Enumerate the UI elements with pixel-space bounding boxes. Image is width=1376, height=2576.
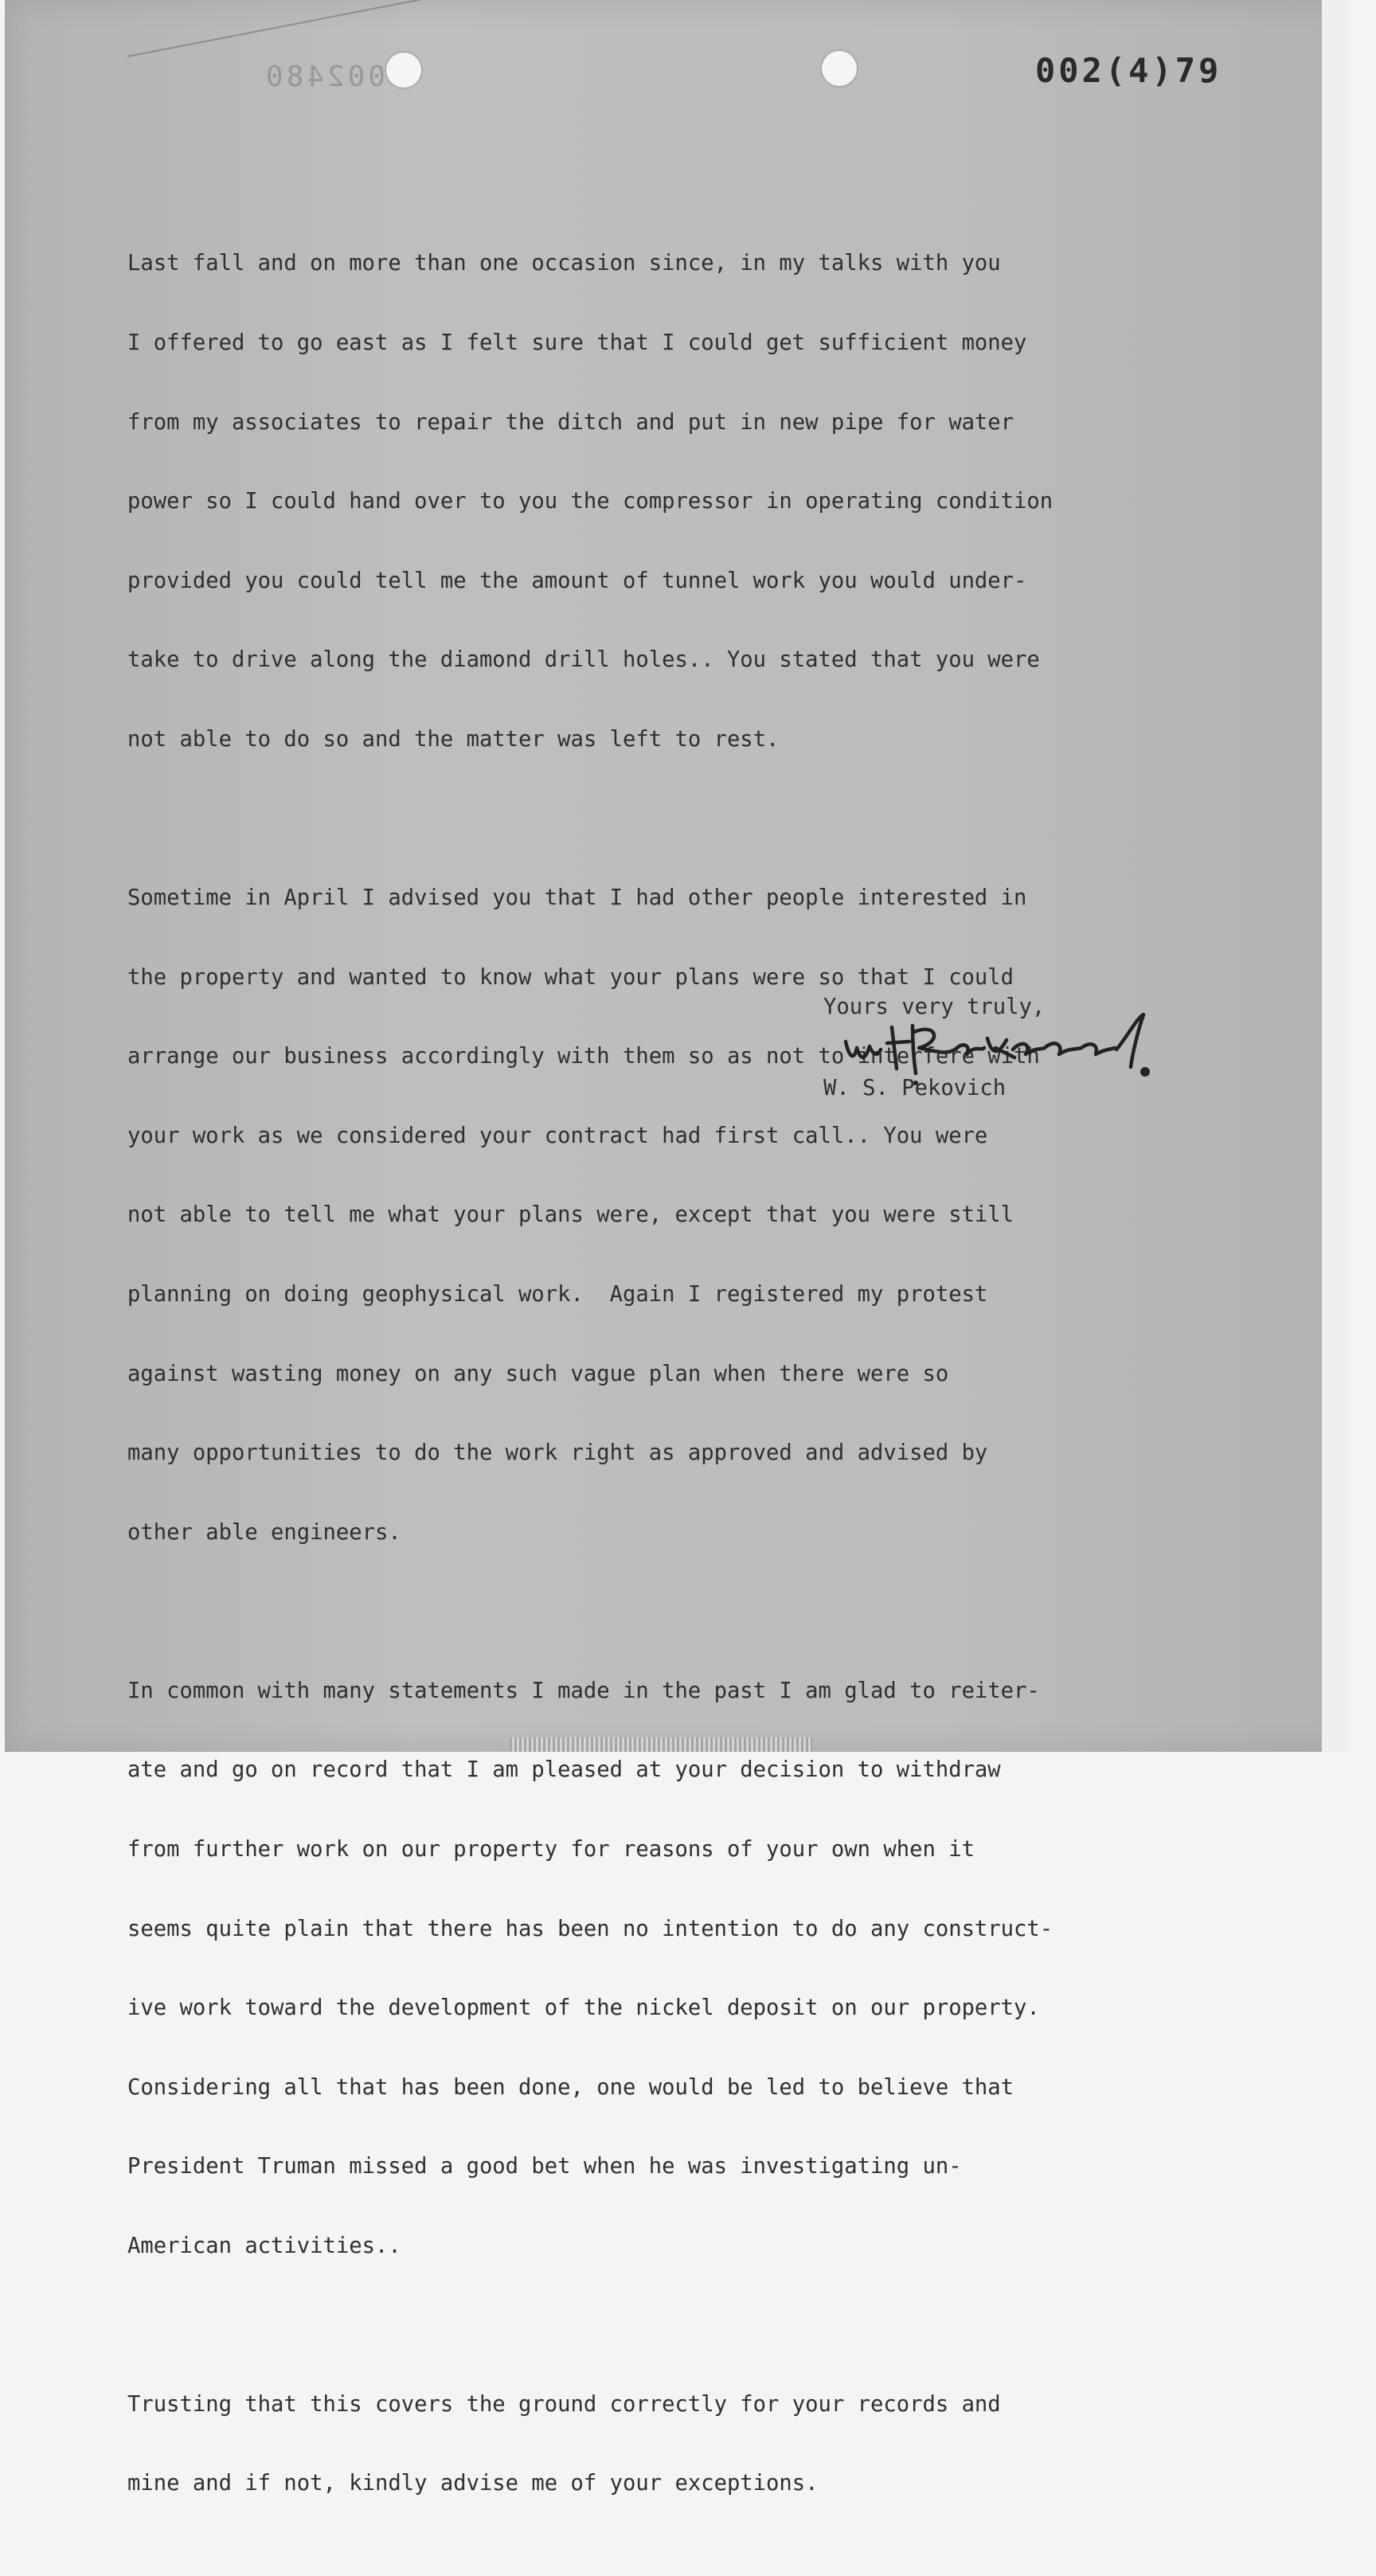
- text-line: power so I could hand over to you the compressor in operating condition: [127, 489, 1054, 514]
- text-line: President Truman missed a good bet when he was investigating un-: [127, 2154, 962, 2179]
- text-line: not able to do so and the matter was left to rest.: [127, 726, 780, 752]
- typed-signatory-name: W. S. Pekovich: [823, 1076, 1007, 1100]
- paragraph-1: [127, 197, 1274, 806]
- text-line: from my associates to repair the ditch and put in new pipe for water: [127, 409, 1014, 435]
- text-line: provided you could tell me the amount of tunnel work you would under-: [127, 568, 1027, 593]
- text-line: many opportunities to do the work right as approved and advised by: [127, 1440, 988, 1466]
- text-line: arrange our business accordingly with them so as not to interfere with: [127, 1044, 1040, 1069]
- text-line: from further work on our property for reasons of your own when it: [127, 1836, 975, 1862]
- bleed-through-stamp: 002480: [263, 61, 386, 93]
- closing-salutation: Yours very truly,: [823, 995, 1046, 1019]
- text-line: the property and wanted to know what your plans were so that I could: [127, 964, 1014, 990]
- paragraph-4: [127, 2338, 1274, 2550]
- text-line: take to drive along the diamond drill holes.. You stated that you were: [127, 647, 1040, 673]
- text-line: Trusting that this covers the ground correctly for your records and: [127, 2391, 1001, 2417]
- letter-body: [127, 197, 1274, 2576]
- text-line: against wasting money on any such vague plan when there were so: [127, 1361, 949, 1386]
- text-line: Sometime in April I advised you that I had other people interested in: [127, 885, 1027, 910]
- text-line: Considering all that has been done, one would be led to believe that: [127, 2074, 1014, 2100]
- paragraph-3: [127, 1624, 1274, 2312]
- text-line: seems quite plain that there has been no intention to do any construct-: [127, 1916, 1054, 1941]
- text-line: not able to tell me what your plans were, except that you were still: [127, 1202, 1014, 1228]
- text-line: ate and go on record that I am pleased at your decision to withdraw: [127, 1757, 1001, 1783]
- paragraph-2: [127, 832, 1274, 1599]
- text-line: I offered to go east as I felt sure that I could get sufficient money: [127, 330, 1027, 355]
- punch-hole-right: [822, 51, 857, 86]
- text-line: other able engineers.: [127, 1519, 401, 1545]
- document-stamp-number: 002(4)79: [1035, 51, 1222, 90]
- text-line: ive work toward the development of the nickel deposit on our property.: [127, 1996, 1040, 2021]
- scan-artifact: [510, 1738, 812, 1752]
- text-line: American activities..: [127, 2233, 401, 2258]
- text-line: your work as we considered your contract had first call.. You were: [127, 1123, 988, 1148]
- text-line: In common with many statements I made in the past I am glad to reiter-: [127, 1678, 1040, 1703]
- text-line: planning on doing geophysical work. Again I registered my protest: [127, 1281, 988, 1307]
- punch-hole-left: [386, 53, 421, 88]
- text-line: mine and if not, kindly advise me of your exceptions.: [127, 2471, 819, 2496]
- page-edge: [1322, 0, 1349, 1752]
- text-line: Last fall and on more than one occasion since, in my talks with you: [127, 251, 1001, 276]
